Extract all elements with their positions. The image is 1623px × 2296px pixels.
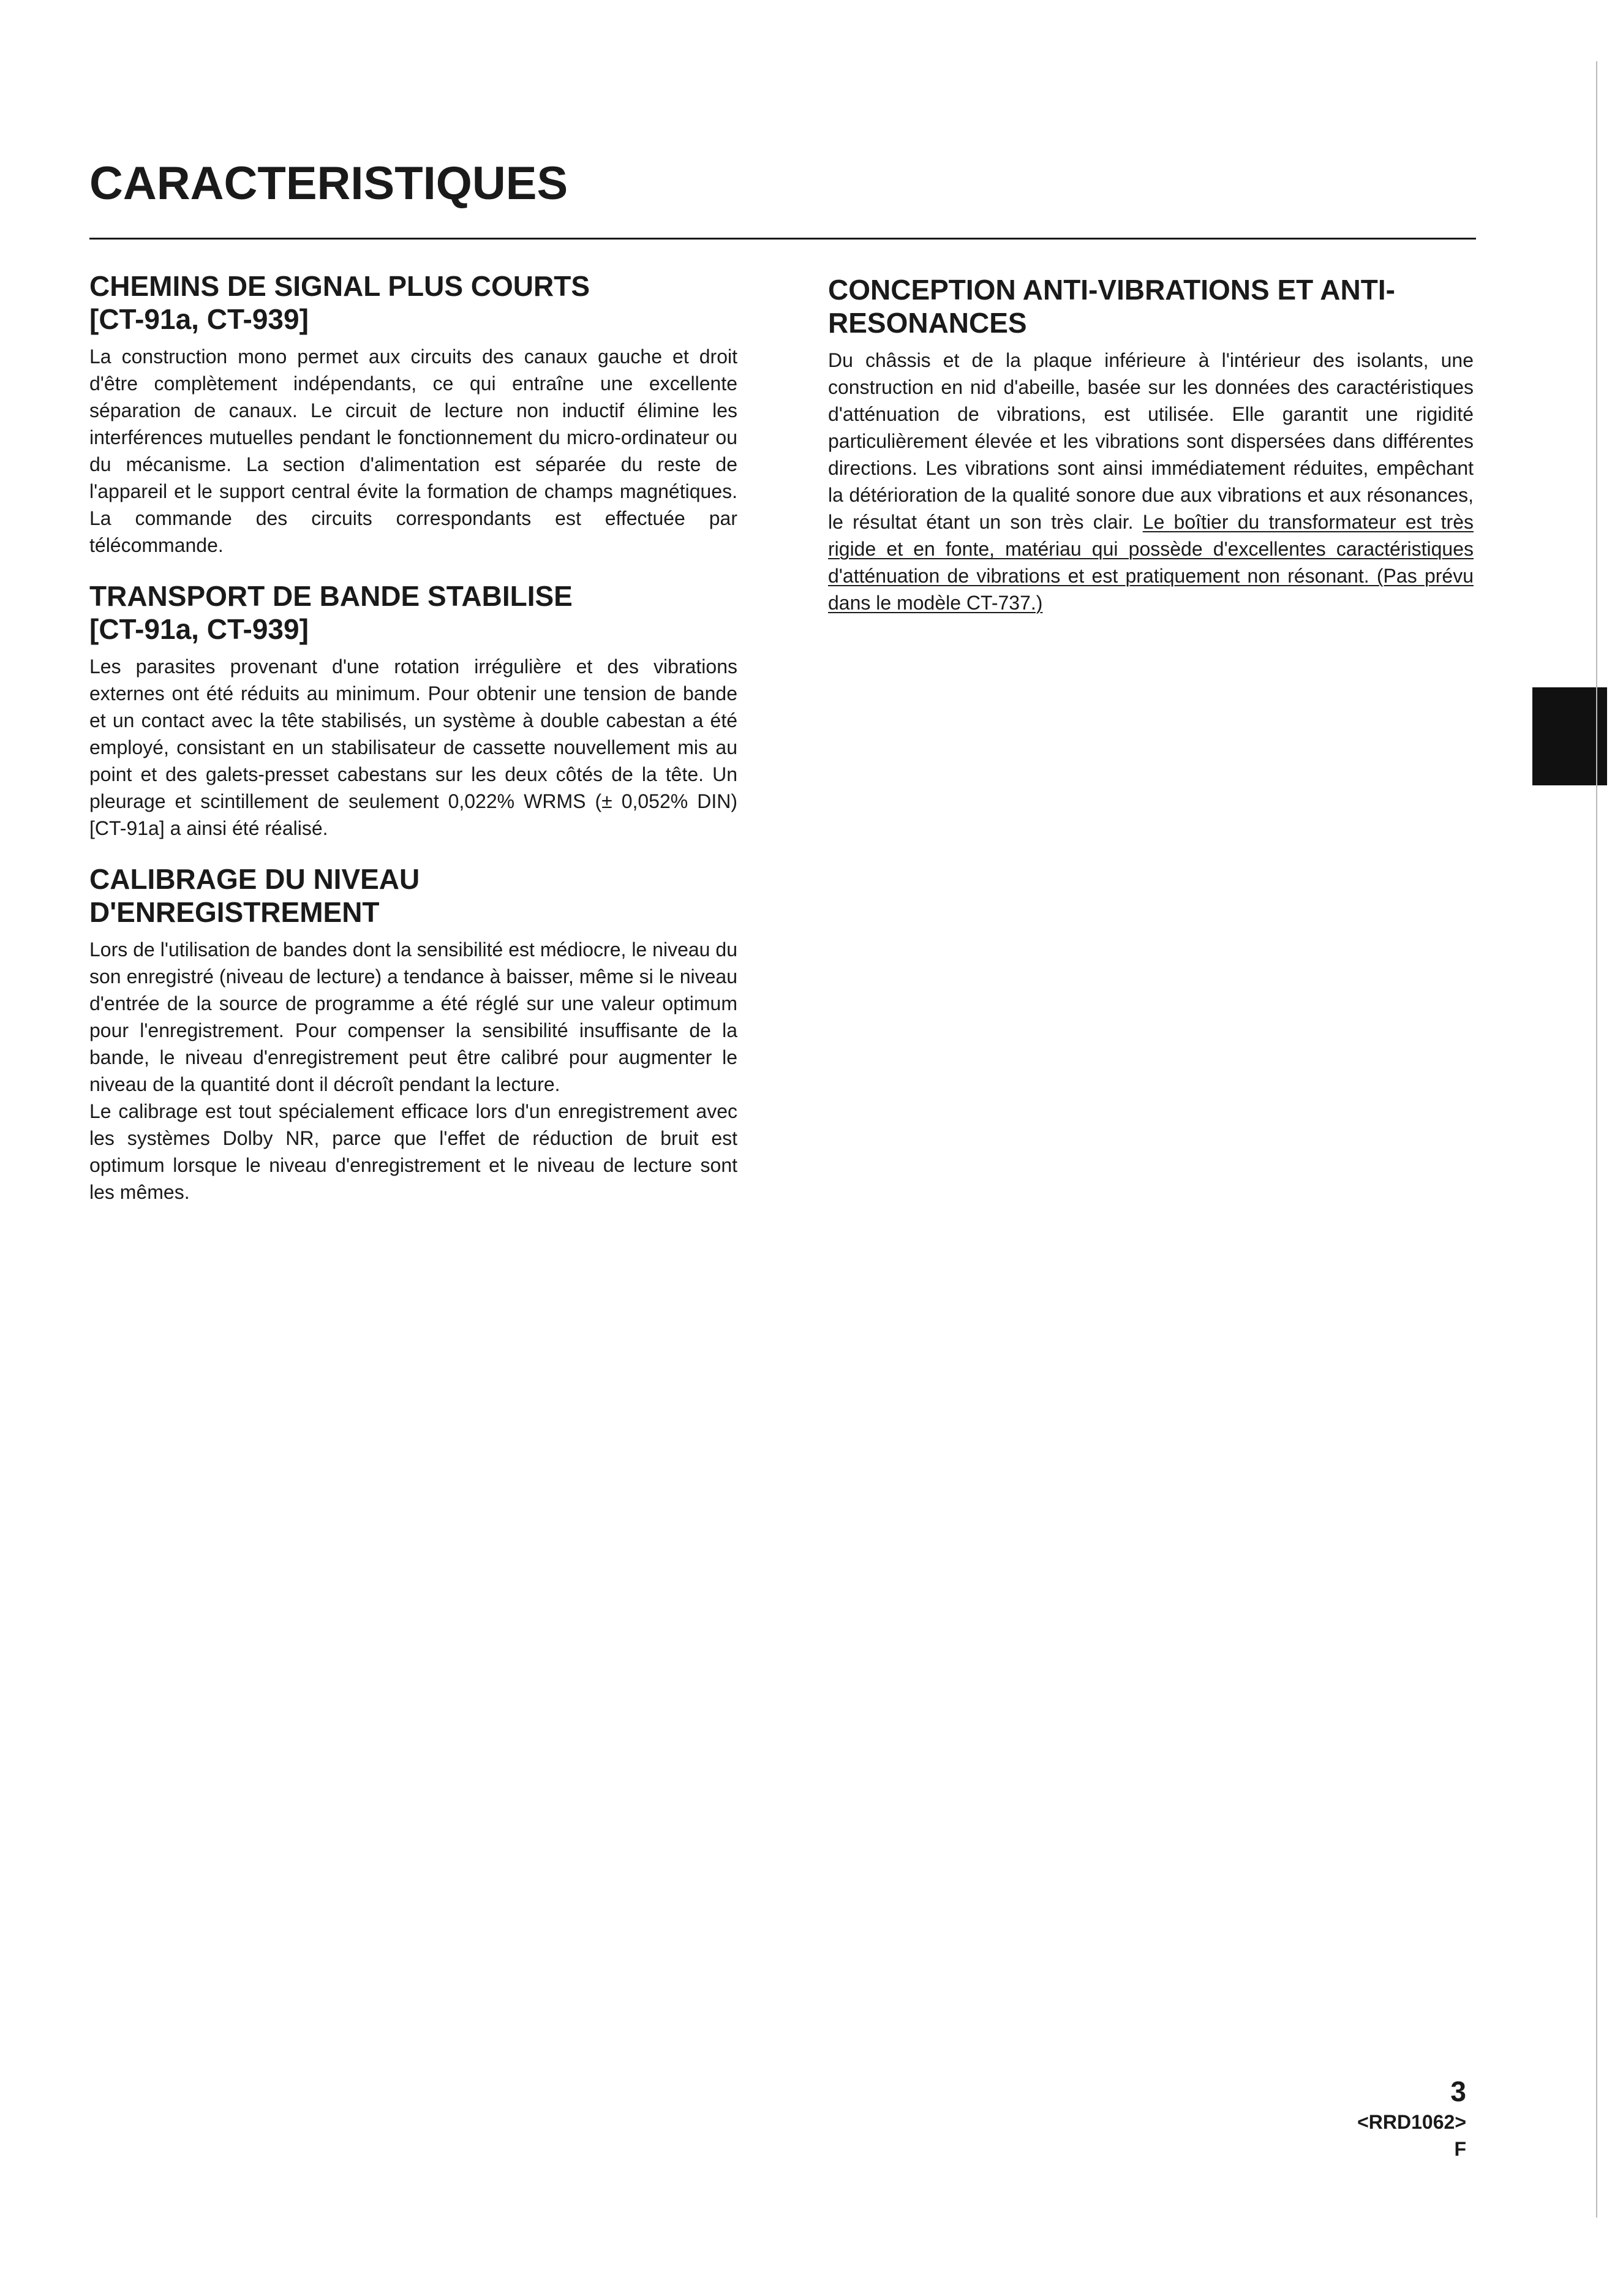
page-edge-shadow: [1596, 61, 1597, 2218]
section-heading: CONCEPTION ANTI-VIBRATIONS ET ANTI- RESONANCES: [828, 274, 1395, 339]
section-body: Les parasites provenant d'une rotation irrégulière et des vibrations externes ont été réduits au minimum. Pour obtenir une tension de bande et un contact avec la tête stabilisés, un système à double cabestan a été employé, consistant en un stabilisateur de cassette nouvellement mis au point et des galets-presset cabestans sur les deux côtés de la tête. Un pleurage et scintillement de seulement 0,022% WRMS (± 0,052% DIN) [CT-91a] a ainsi été réalisé.: [89, 655, 737, 839]
section-body: La construction mono permet aux circuits des canaux gauche et droit d'être complètement indépendants, ce qui entraîne une excellente séparation de canaux. Le circuit de lecture non inductif élimine les interférences mutuelles pendant le fonctionnement du micro-ordinateur ou du mécanisme. La section d'alimentation est séparée du reste de l'appareil et le support central évite la formation de champs magnétiques. La commande des circuits correspondants est effectuée par télécommande.: [89, 346, 737, 556]
page-footer: [1357, 2074, 1466, 2162]
section-heading: TRANSPORT DE BANDE STABILISE [CT-91a, CT-939]: [89, 580, 573, 645]
page-title: CARACTERISTIQUES: [89, 157, 568, 210]
document-code: <RRD1062>: [1357, 2111, 1466, 2133]
underlined-note: Le boîtier du transformateur est très rigide et en fonte, matériau qui possède d'excellentes caractéristiques d'atténuation de vibrations et est pratiquement non résonant. (Pas prévu dans le modèle CT-737.): [828, 511, 1474, 614]
section-body: [828, 347, 1474, 616]
section-signal-paths: [89, 270, 737, 559]
section-recording-calibration: [89, 863, 737, 1206]
title-divider: [89, 238, 1476, 240]
section-anti-vibration: [828, 273, 1474, 616]
section-body-text: Du châssis et de la plaque inférieure à l'intérieur des isolants, une construction en nid d'abeille, basée sur les données des caractéristiques d'atténuation de vibrations, est utilisée. Elle garantit une rigidité particulièrement élevée et les vibrations sont dispersées dans différentes directions. Les vibrations sont ainsi immédiatement réduites, empêchant la détérioration de la qualité sonore due aux vibrations et aux résonances, le résultat étant un son très clair.: [828, 349, 1474, 533]
right-column: [828, 273, 1474, 637]
section-heading: CALIBRAGE DU NIVEAU D'ENREGISTREMENT: [89, 863, 420, 928]
section-body: Lors de l'utilisation de bandes dont la sensibilité est médiocre, le niveau du son enregistré (niveau de lecture) a tendance à baisser, même si le niveau d'entrée de la source de programme a été réglé sur une valeur optimum pour l'enregistrement. Pour compenser la sensibilité insuffisante de la bande, le niveau d'enregistrement peut être calibré pour augmenter le niveau de la quantité dont il décroît pendant la lecture. Le calibrage est tout spécialement efficace lors d'un enregistrement avec les systèmes Dolby NR, parce que l'effet de réduction de bruit est optimum lorsque le niveau d'enregistrement et le niveau de lecture sont les mêmes.: [89, 938, 737, 1203]
section-tape-transport: [89, 580, 737, 842]
left-column: [89, 270, 737, 1226]
language-code: F: [1454, 2138, 1466, 2160]
page-number: 3: [1450, 2075, 1466, 2107]
section-heading: CHEMINS DE SIGNAL PLUS COURTS [CT-91a, CT-939]: [89, 270, 590, 335]
